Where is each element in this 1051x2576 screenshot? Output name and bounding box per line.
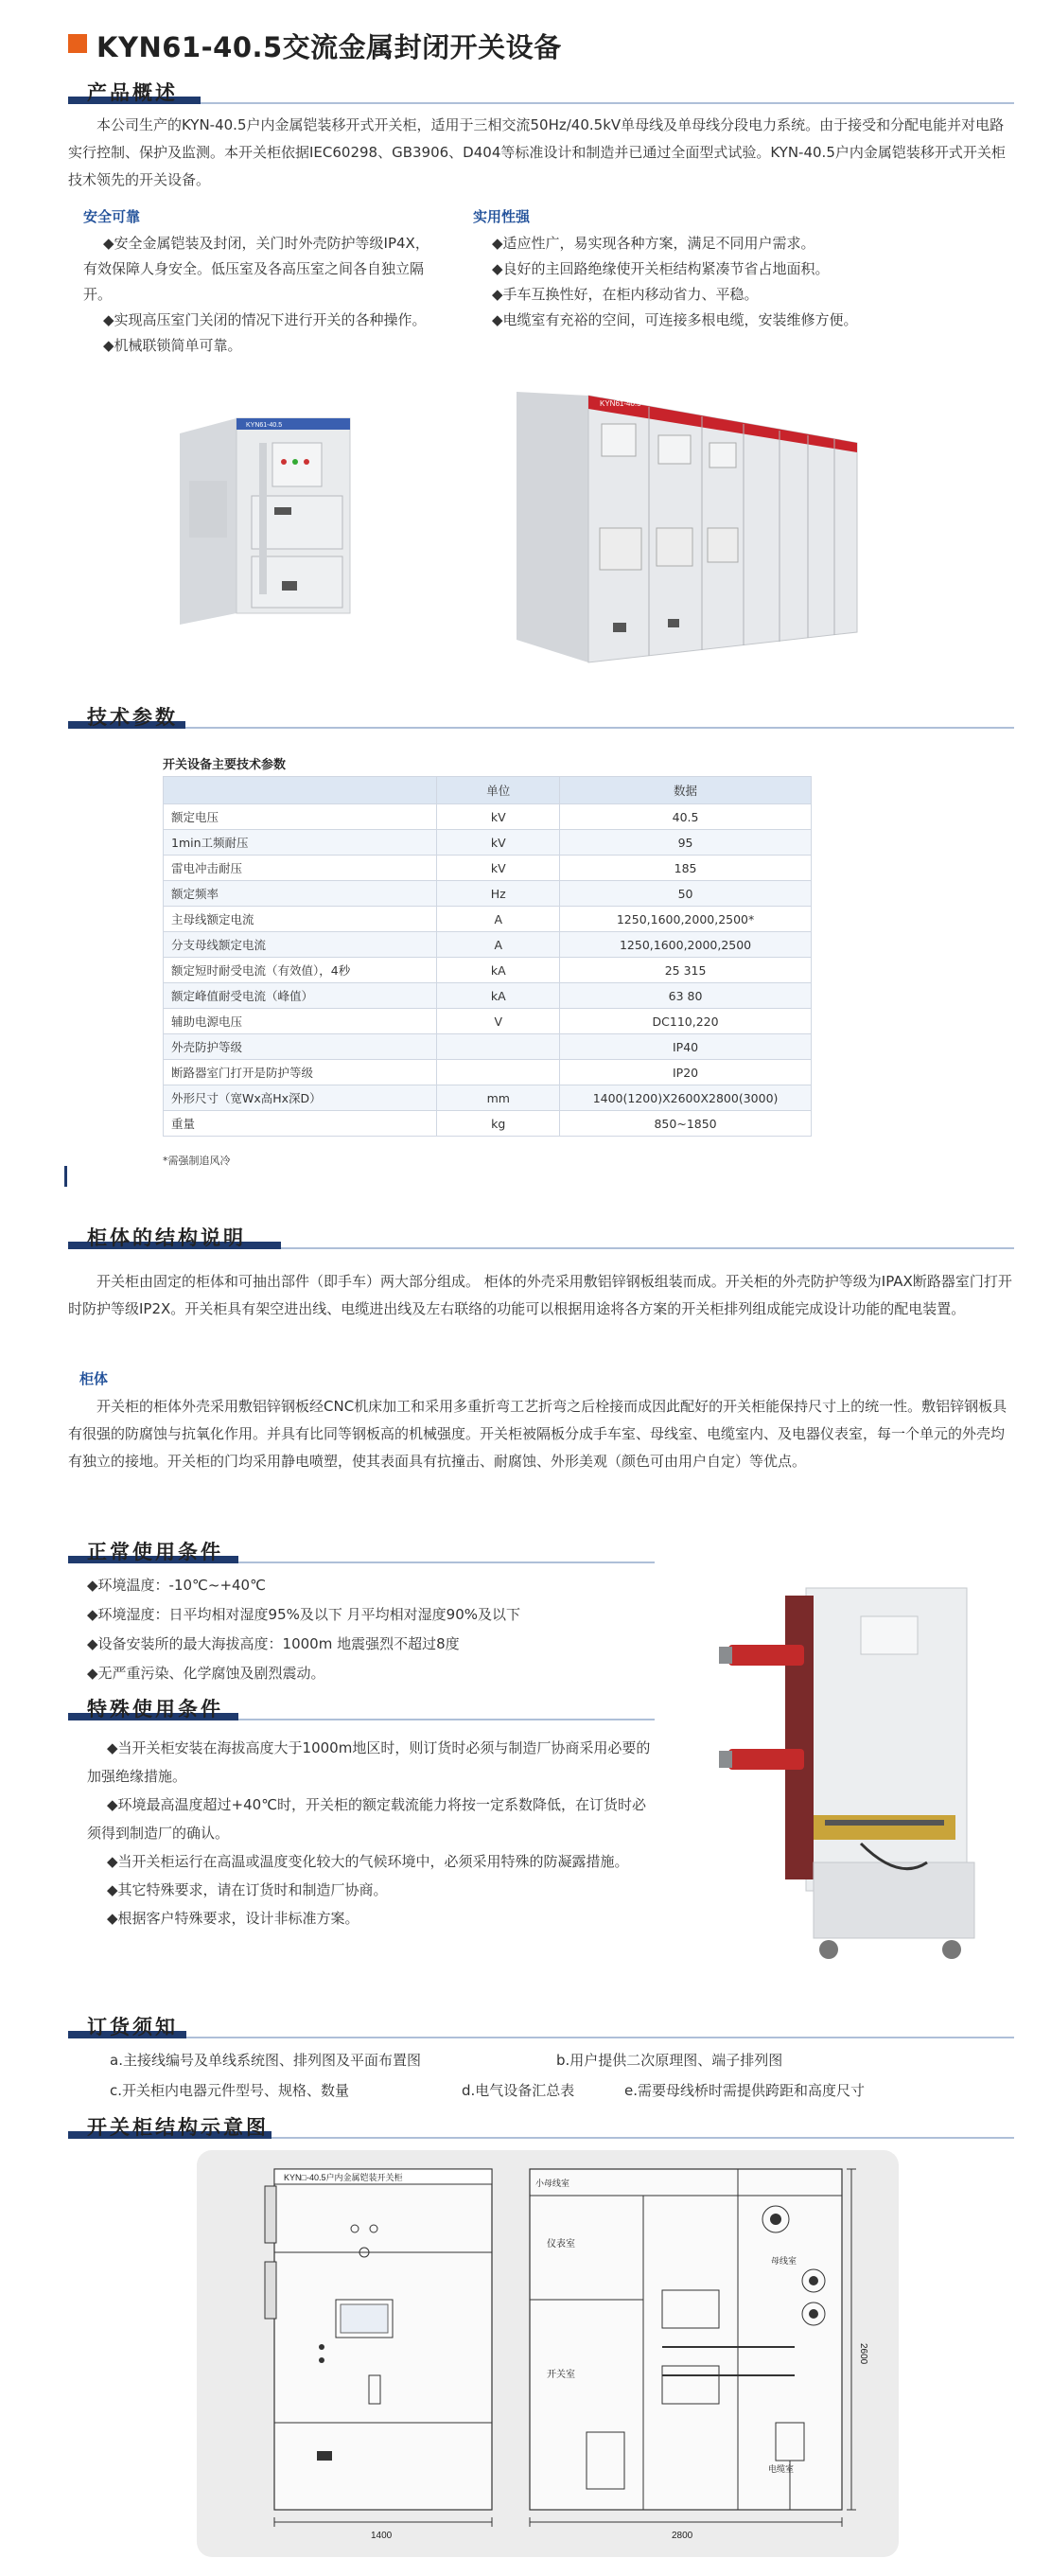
tech-heading: 技术参数	[87, 705, 178, 729]
table-row: 1min工频耐压 kV 95	[164, 830, 812, 856]
special-item: ◆当开关柜运行在高温或温度变化较大的气候环境中，必须采用特殊的防凝露措施。	[107, 1853, 629, 1870]
depth-dimension: 2800	[672, 2531, 693, 2541]
diagram-heading: 开关柜结构示意图	[87, 2115, 269, 2139]
order-item-c: c.开关柜内电器元件型号、规格、数量	[110, 2082, 350, 2099]
title-accent-bar	[68, 34, 87, 53]
cabinet-text: 开关柜的柜体外壳采用敷铝锌钢板经CNC机床加工和采用多重折弯工艺折弯之后栓接而成因此配好的开关柜能保持尺寸上的统一性。敷铝锌钢板具有很强的防腐蚀与抗氧化作用。并具有比同等钢板高的机械强度。开关柜被隔板分成手车室、母线室、电缆室内、及电器仪表室，每一个单元的外壳均有独立的接地。开关柜的门均采用静电喷塑，使其表面具有抗撞击、耐腐蚀、外形美观（颜色可由用户自定）等优点。	[68, 1398, 1007, 1470]
table-row: 雷电冲击耐压 kV 185	[164, 856, 812, 881]
normal-list	[87, 1571, 520, 1688]
overview-divider	[68, 102, 1014, 104]
practical-list	[492, 231, 858, 333]
col-value-header: 数据	[560, 777, 812, 804]
table-row: 额定电压 kV 40.5	[164, 804, 812, 830]
order-divider	[68, 2037, 1014, 2038]
order-item-b: b.用户提供二次原理图、端子排列图	[556, 2052, 783, 2069]
room-busbar: 母线室	[771, 2256, 797, 2266]
practical-item: ◆良好的主回路绝缘使开关柜结构紧凑节省占地面积。	[492, 260, 830, 277]
tech-table-title: 开关设备主要技术参数	[163, 758, 287, 772]
col-unit-header: 单位	[437, 777, 560, 804]
tech-spec-table	[163, 776, 812, 1137]
table-header-row	[164, 777, 812, 804]
table-row: 额定频率 Hz 50	[164, 881, 812, 907]
order-item-d: d.电气设备汇总表	[462, 2082, 575, 2099]
practical-item: ◆适应性广，易实现各种方案，满足不同用户需求。	[492, 235, 815, 252]
structure-heading: 柜体的结构说明	[87, 1226, 246, 1249]
normal-heading: 正常使用条件	[87, 1540, 223, 1563]
overview-heading: 产品概述	[87, 80, 178, 104]
order-item-a: a.主接线编号及单线系统图、排列图及平面布置图	[110, 2052, 421, 2069]
table-row: 主母线额定电流 A 1250,1600,2000,2500*	[164, 907, 812, 932]
table-footnote: *需强制追风冷	[163, 1155, 231, 1167]
order-item-e: e.需要母线桥时需提供跨距和高度尺寸	[624, 2082, 865, 2099]
structure-diagram	[246, 2158, 889, 2550]
col-item-header	[164, 777, 437, 804]
table-row: 辅助电源电压 V DC110,220	[164, 1009, 812, 1034]
table-row: 重量 kg 850~1850	[164, 1111, 812, 1137]
special-heading: 特殊使用条件	[87, 1697, 223, 1720]
room-instrument: 仪表室	[547, 2239, 575, 2250]
practical-item: ◆电缆室有充裕的空间，可连接多根电缆，安装维修方便。	[492, 311, 858, 328]
room-small-busbar: 小母线室	[535, 2179, 570, 2188]
normal-item: ◆设备安装所的最大海拔高度：1000m 地震强烈不超过8度	[87, 1635, 460, 1652]
special-list	[87, 1734, 655, 1932]
table-row: 额定峰值耐受电流（峰值） kA 63 80	[164, 983, 812, 1009]
table-row: 分支母线额定电流 A 1250,1600,2000,2500	[164, 932, 812, 958]
room-cable: 电缆室	[768, 2464, 795, 2474]
safe-item: ◆实现高压室门关闭的情况下进行开关的各种操作。	[103, 311, 427, 328]
single-cabinet-label: KYN61-40.5	[246, 422, 283, 429]
width-dimension: 1400	[371, 2531, 393, 2541]
page-title: KYN61-40.5交流金属封闭开关设备	[96, 31, 562, 63]
normal-item: ◆无严重污染、化学腐蚀及剧烈震动。	[87, 1665, 325, 1682]
order-heading: 订货须知	[87, 2015, 178, 2038]
cabinet-heading: 柜体	[79, 1370, 109, 1387]
tech-divider	[68, 727, 1014, 729]
front-view-label: KYN□-40.5户内金属铠装开关柜	[284, 2173, 403, 2182]
safe-item: ◆安全金属铠装及封闭，关门时外壳防护等级IP4X，有效保障人身安全。低压室及各高压室之间各自独立隔开。	[83, 235, 429, 303]
special-item: ◆根据客户特殊要求，设计非标准方案。	[107, 1910, 359, 1927]
safe-list	[83, 231, 443, 359]
table-row: 外壳防护等级 IP40	[164, 1034, 812, 1060]
single-cabinet-photo	[161, 405, 369, 632]
table-row: 外形尺寸（宽Wx高Hx深D） mm 1400(1200)X2600X2800(3000)	[164, 1085, 812, 1111]
overview-text: 本公司生产的KYN-40.5户内金属铠装移开式开关柜，适用于三相交流50Hz/40.5kV单母线及单母线分段电力系统。由于接受和分配电能并对电路实行控制、保护及监测。本开关柜依据IEC60298、GB3906、D404等标准设计和制造并已通过全面型式试验。KYN-40.5户内金属铠装移开式开关柜技术领先的开关设备。	[68, 116, 1006, 188]
room-breaker: 开关室	[547, 2370, 575, 2380]
circuit-breaker-photo	[719, 1579, 993, 1976]
table-row: 断路器室门打开是防护等级 IP20	[164, 1060, 812, 1085]
practical-heading: 实用性强	[473, 208, 531, 225]
normal-item: ◆环境温度：-10℃~+40℃	[87, 1577, 266, 1594]
cabinet-row-photo	[507, 386, 867, 670]
normal-item: ◆环境湿度：日平均相对湿度95%及以下 月平均相对湿度90%及以下	[87, 1606, 520, 1623]
special-item: ◆其它特殊要求，请在订货时和制造厂协商。	[107, 1881, 388, 1898]
height-dimension: 2600	[858, 2343, 868, 2365]
safe-item: ◆机械联锁简单可靠。	[103, 337, 242, 354]
cabinet-row-label: KYN61-40.5	[600, 399, 641, 408]
tech-end-marker	[64, 1166, 67, 1187]
structure-intro: 开关柜由固定的柜体和可抽出部件（即手车）两大部分组成。 柜体的外壳采用敷铝锌钢板组装而成。开关柜的外壳防护等级为IPAX断路器室门打开时防护等级IP2X。开关柜具有架空进出线、电缆进出线及左右联络的功能可以根据用途将各方案的开关柜排列组成能完成设计功能的配电装置。	[68, 1273, 1012, 1317]
special-item: ◆当开关柜安装在海拔高度大于1000m地区时，则订货时必须与制造厂协商采用必要的加强绝缘措施。	[87, 1739, 651, 1785]
table-row: 额定短时耐受电流（有效值），4秒 kA 25 315	[164, 958, 812, 983]
safe-heading: 安全可靠	[83, 208, 141, 225]
special-item: ◆环境最高温度超过+40℃时，开关柜的额定载流能力将按一定系数降低，在订货时必须得到制造厂的确认。	[87, 1796, 647, 1842]
practical-item: ◆手车互换性好，在柜内移动省力、平稳。	[492, 286, 759, 303]
